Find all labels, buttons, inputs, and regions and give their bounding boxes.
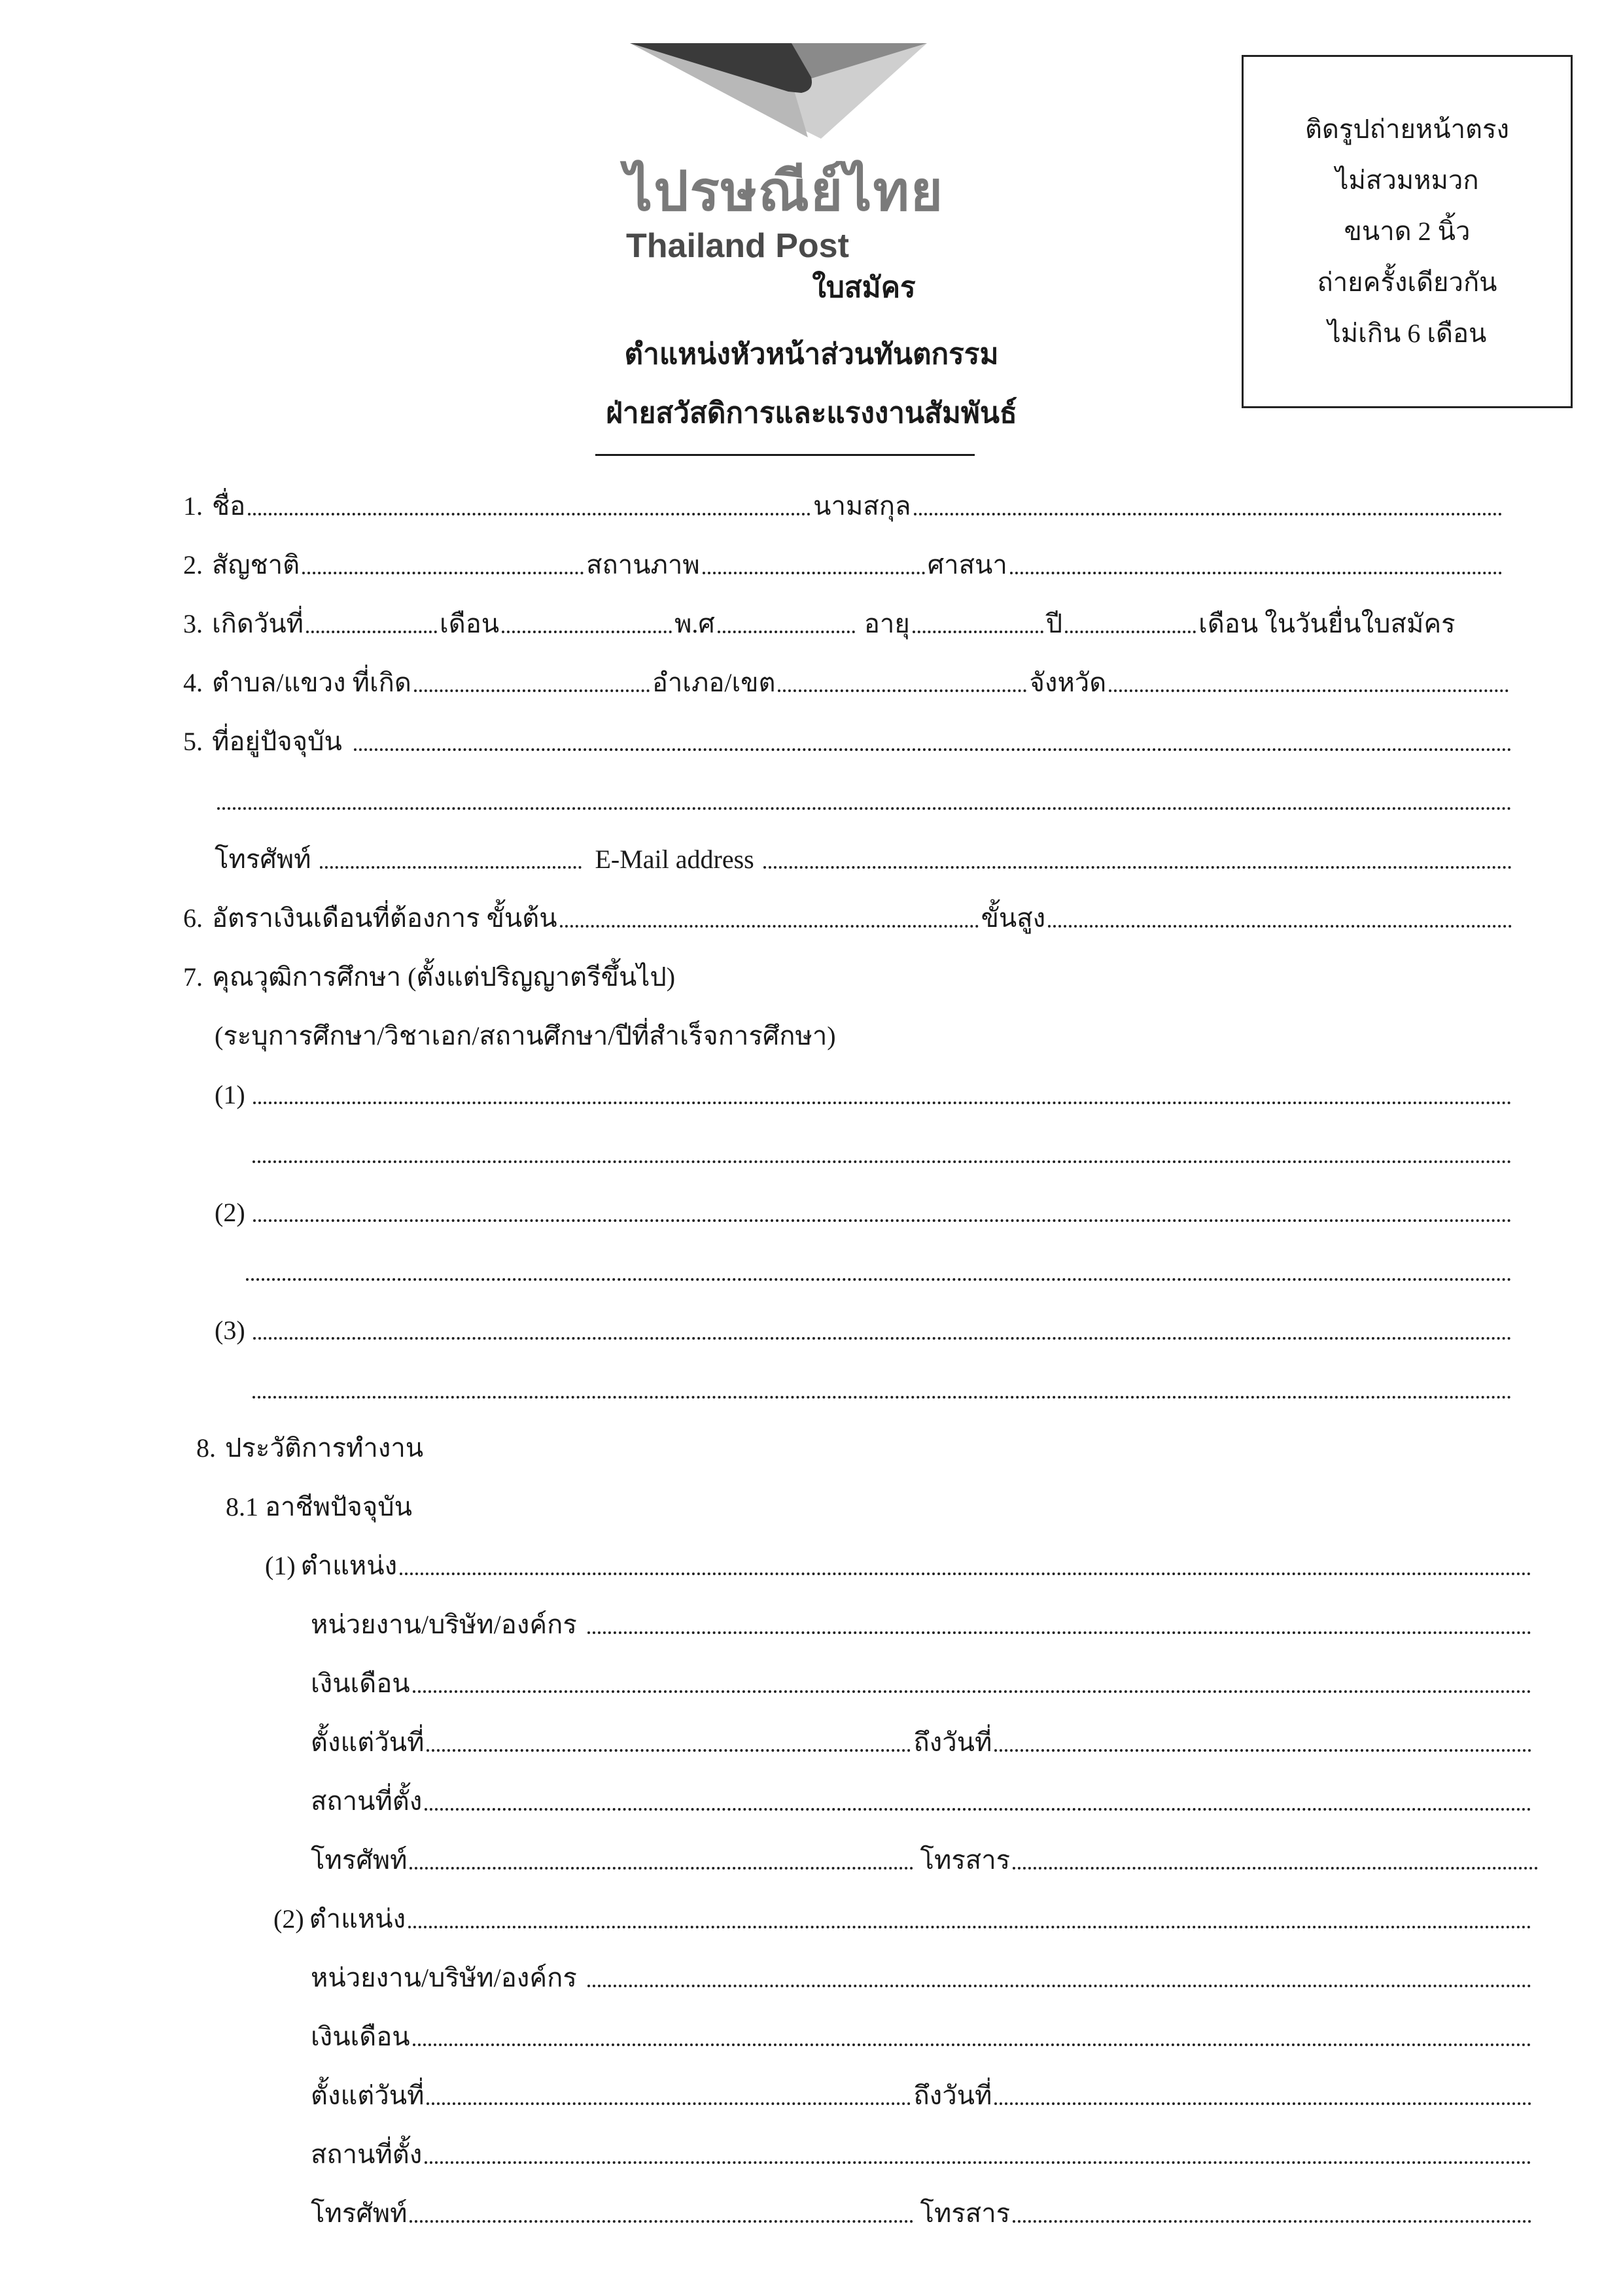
province-label: จังหวัด — [1029, 668, 1107, 697]
row-address-continued — [215, 780, 1514, 816]
row-expected-salary — [183, 897, 1514, 934]
row-job-1-salary — [311, 1663, 1534, 1699]
district-field[interactable] — [778, 689, 1026, 692]
photo-instruction-line: ติดรูปถ่ายหน้าตรง — [1304, 114, 1510, 144]
marital-status-label: สถานภาพ — [586, 550, 700, 580]
row-job-2-dates — [311, 2075, 1534, 2112]
education-note: (ระบุการศึกษา/วิชาเอก/สถานศึกษา/ปีที่สำเร็จการศึกษา) — [215, 1021, 836, 1051]
row-work-history-heading — [196, 1427, 1439, 1464]
education-1-field-line-2[interactable] — [253, 1160, 1512, 1163]
address-field-line-2[interactable] — [217, 807, 1512, 810]
job-to-label: ถึงวันที่ — [913, 2081, 992, 2110]
age-years-field[interactable] — [913, 631, 1043, 633]
job-from-label: ตั้งแต่วันที่ — [311, 1728, 425, 1757]
phone-field[interactable] — [320, 866, 582, 869]
job-2-organization-field[interactable] — [587, 1985, 1531, 1987]
birth-day-label: เกิดวันที่ — [212, 609, 304, 638]
education-1-field[interactable] — [253, 1102, 1512, 1104]
row-job-1-position — [265, 1545, 1534, 1582]
title-underline — [595, 454, 975, 456]
religion-label: ศาสนา — [927, 550, 1007, 580]
birth-day-field[interactable] — [306, 631, 437, 633]
form-title: ใบสมัคร — [812, 271, 916, 304]
nationality-field[interactable] — [302, 572, 584, 574]
row-birth-place — [183, 662, 1511, 699]
job-1-fax-field[interactable] — [1013, 1867, 1538, 1870]
job-location-label: สถานที่ตั้ง — [311, 1786, 423, 1816]
job-2-from-field[interactable] — [427, 2102, 911, 2105]
row-education-3 — [215, 1310, 1514, 1346]
job-from-label: ตั้งแต่วันที่ — [311, 2081, 425, 2110]
job-salary-label: เงินเดือน — [311, 1669, 410, 1698]
job-2-to-field[interactable] — [994, 2102, 1531, 2105]
address-label: ที่อยู่ปัจจุบัน — [212, 727, 342, 756]
job-1-position-field[interactable] — [400, 1573, 1531, 1575]
age-months-field[interactable] — [1065, 631, 1196, 633]
job-position-label: ตำแหน่ง — [309, 1904, 406, 1934]
age-months-label: เดือน ในวันยื่นใบสมัคร — [1198, 609, 1456, 638]
row-education-1-continued — [250, 1133, 1514, 1170]
education-heading: คุณวุฒิการศึกษา (ตั้งแต่ปริญญาตรีขึ้นไป) — [212, 962, 676, 992]
item-number: 8. — [196, 1433, 216, 1463]
job-1-phone-field[interactable] — [410, 1867, 913, 1870]
row-education-3-continued — [250, 1368, 1514, 1405]
row-contact — [215, 839, 1514, 875]
row-job-1-phone — [311, 1839, 1541, 1876]
job-1-salary-field[interactable] — [413, 1690, 1531, 1693]
logo-thai-name: ไปรษณีย์ไทย — [625, 159, 945, 223]
job-index: (2) — [273, 1904, 304, 1934]
department-title: ฝ่ายสวัสดิการและแรงงานสัมพันธ์ — [606, 397, 1017, 429]
job-1-from-field[interactable] — [427, 1749, 911, 1752]
age-years-label: ปี — [1045, 609, 1063, 638]
job-position-label: ตำแหน่ง — [300, 1551, 398, 1580]
education-2-field[interactable] — [253, 1219, 1512, 1222]
last-name-field[interactable] — [914, 513, 1503, 515]
age-label: อายุ — [864, 609, 910, 638]
job-location-label: สถานที่ตั้ง — [311, 2140, 423, 2169]
photo-instruction-line: ขนาด 2 นิ้ว — [1344, 217, 1471, 246]
job-fax-label: โทรสาร — [920, 2199, 1011, 2228]
row-current-occupation-heading — [226, 1486, 1469, 1523]
row-job-1-location — [311, 1781, 1534, 1817]
row-education-note — [215, 1015, 1514, 1052]
row-job-2-position — [273, 1898, 1534, 1935]
row-nationality — [183, 544, 1505, 581]
item-number: 3. — [183, 609, 203, 638]
birth-month-field[interactable] — [502, 631, 672, 633]
phone-label: โทรศัพท์ — [215, 844, 311, 874]
row-birth-date — [183, 603, 1531, 640]
position-title: ตำแหน่งหัวหน้าส่วนทันตกรรม — [624, 338, 999, 370]
email-field[interactable] — [763, 866, 1512, 869]
job-to-label: ถึงวันที่ — [913, 1728, 992, 1757]
job-2-salary-field[interactable] — [413, 2044, 1531, 2046]
current-occupation-heading: 8.1 อาชีพปัจจุบัน — [226, 1492, 412, 1522]
item-number: 7. — [183, 962, 203, 992]
job-2-fax-field[interactable] — [1013, 2220, 1531, 2223]
birth-year-field[interactable] — [718, 631, 855, 633]
row-job-1-organization — [311, 1604, 1534, 1641]
job-organization-label: หน่วยงาน/บริษัท/องค์กร — [311, 1610, 577, 1639]
subdistrict-label: ตำบล/แขวง ที่เกิด — [212, 668, 411, 697]
salary-min-field[interactable] — [560, 925, 979, 928]
first-name-field[interactable] — [248, 513, 811, 515]
item-number: 2. — [183, 550, 203, 580]
salary-max-field[interactable] — [1048, 925, 1512, 928]
item-number: 6. — [183, 903, 203, 933]
job-fax-label: โทรสาร — [920, 1845, 1011, 1875]
work-history-heading: ประวัติการทำงาน — [225, 1433, 424, 1463]
item-number: 4. — [183, 668, 203, 697]
row-job-2-phone — [311, 2193, 1534, 2229]
salary-min-label: อัตราเงินเดือนที่ต้องการ ขั้นต้น — [212, 903, 557, 933]
row-address — [183, 721, 1514, 757]
education-index: (3) — [215, 1315, 245, 1345]
education-2-field-line-2[interactable] — [246, 1278, 1512, 1281]
job-2-location-field[interactable] — [425, 2161, 1531, 2164]
job-1-to-field[interactable] — [994, 1749, 1531, 1752]
row-name — [183, 485, 1505, 522]
photo-instruction-line: ไม่สวมหมวก — [1335, 165, 1479, 195]
province-field[interactable] — [1109, 689, 1509, 692]
nationality-label: สัญชาติ — [212, 550, 300, 580]
education-index: (2) — [215, 1198, 245, 1227]
last-name-label: นามสกุล — [813, 491, 911, 521]
row-education-2 — [215, 1192, 1514, 1228]
row-job-1-dates — [311, 1722, 1534, 1758]
item-number: 1. — [183, 491, 203, 521]
job-2-phone-field[interactable] — [410, 2220, 913, 2223]
row-education-1 — [215, 1074, 1514, 1111]
row-education-2-continued — [243, 1251, 1514, 1287]
first-name-label: ชื่อ — [212, 491, 246, 521]
job-organization-label: หน่วยงาน/บริษัท/องค์กร — [311, 1963, 577, 1992]
row-job-2-salary — [311, 2016, 1534, 2053]
email-label: E-Mail address — [595, 844, 754, 874]
birth-year-label: พ.ศ — [674, 609, 715, 638]
item-number: 5. — [183, 727, 203, 756]
birth-month-label: เดือน — [440, 609, 500, 638]
job-index: (1) — [265, 1551, 296, 1580]
thailand-post-logo — [625, 39, 945, 281]
photo-instruction-line: ถ่ายครั้งเดียวกัน — [1317, 268, 1497, 297]
job-1-organization-field[interactable] — [587, 1631, 1531, 1634]
district-label: อำเภอ/เขต — [652, 668, 776, 697]
photo-placeholder-box[interactable] — [1242, 55, 1573, 408]
logo-english-name: Thailand Post — [626, 227, 849, 265]
logo-triangle-icon — [625, 39, 932, 144]
row-education-heading — [183, 956, 1514, 993]
row-job-2-organization — [311, 1957, 1534, 1994]
photo-instruction-line: ไม่เกิน 6 เดือน — [1327, 319, 1487, 348]
job-phone-label: โทรศัพท์ — [311, 1845, 408, 1875]
job-salary-label: เงินเดือน — [311, 2022, 410, 2051]
religion-field[interactable] — [1010, 572, 1502, 574]
address-field[interactable] — [354, 748, 1512, 751]
education-3-field[interactable] — [253, 1337, 1512, 1340]
salary-max-label: ขั้นสูง — [981, 903, 1046, 933]
marital-status-field[interactable] — [703, 572, 925, 574]
education-3-field-line-2[interactable] — [253, 1396, 1512, 1399]
job-1-location-field[interactable] — [425, 1808, 1531, 1811]
row-job-2-location — [311, 2134, 1534, 2170]
job-phone-label: โทรศัพท์ — [311, 2199, 408, 2228]
job-2-position-field[interactable] — [408, 1926, 1531, 1928]
education-index: (1) — [215, 1080, 245, 1109]
subdistrict-field[interactable] — [414, 689, 650, 692]
